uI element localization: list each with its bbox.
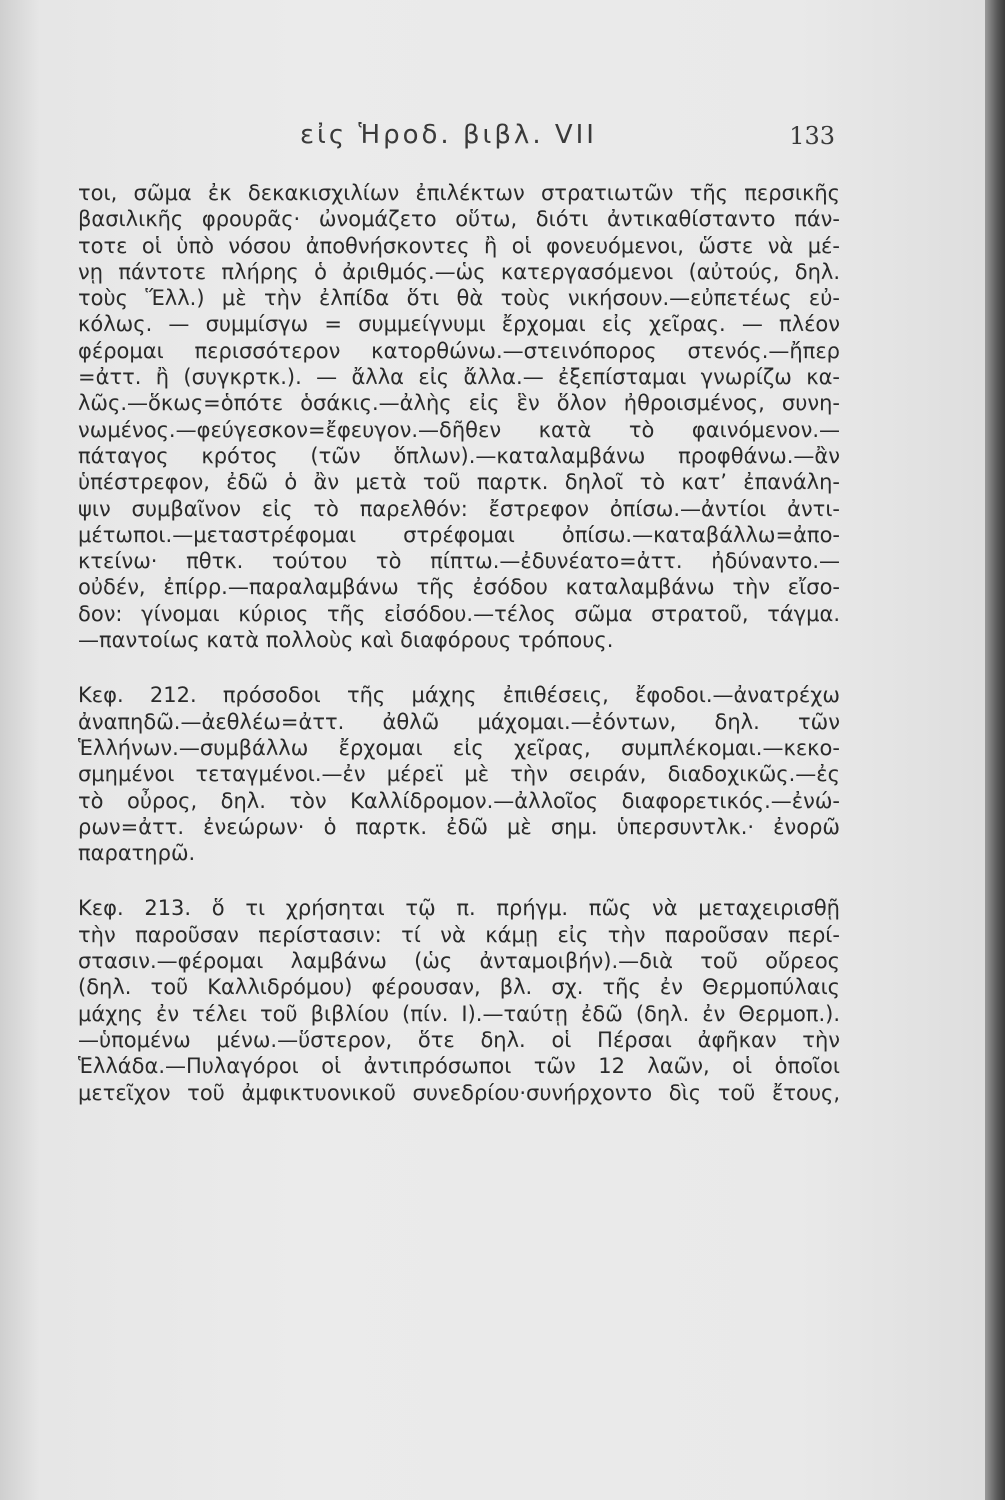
text-line: οὐδέν, ἐπίρρ.—παραλαμβάνω τῆς ἐσόδου καταλαμβάνω τὴν εἴσο-: [78, 575, 840, 600]
text-line: παρατηρῶ.: [78, 841, 196, 866]
paragraph-chapter-212: [78, 682, 840, 866]
text-line: Ἑλλήνων.—συμβάλλω ἔρχομαι εἰς χεῖρας, συμπλέκομαι.—κεκο-: [78, 735, 840, 760]
text-line: βασιλικῆς φρουρᾶς· ὠνομάζετο οὕτω, διότι ἀντικαθίσταντο πάν-: [78, 207, 840, 232]
text-line: σμημένοι τεταγμένοι.—ἐν μέρεϊ μὲ τὴν σειράν, διαδοχικῶς.—ἐς: [78, 762, 840, 787]
text-line: νῃ πάντοτε πλήρης ὁ ἀριθμός.—ὡς κατεργασόμενοι (αὐτούς, δηλ.: [78, 259, 840, 284]
text-line: Κεφ. 212. πρόσοδοι τῆς μάχης ἐπιθέσεις, ἔφοδοι.—ἀνατρέχω: [78, 683, 840, 708]
text-line: —παντοίως κατὰ πολλοὺς καὶ διαφόρους τρόπους.: [78, 628, 614, 653]
text-line: Κεφ. 213. ὅ τι χρήσηται τῷ π. πρήγμ. πῶς νὰ μεταχειρισθῇ: [78, 896, 840, 921]
paragraph-chapter-213: [78, 895, 840, 1105]
text-line: τὸ οὖρος, δηλ. τὸν Καλλίδρομον.—ἀλλοῖος διαφορετικός.—ἐνώ-: [78, 788, 840, 813]
text-line: =ἀττ. ἢ (συγκρτκ.). — ἄλλα εἰς ἄλλα.— ἐξεπίσταμαι γνωρίζω κα-: [78, 365, 840, 390]
text-line: τοι, σῶμα ἐκ δεκακισχιλίων ἐπιλέκτων στρατιωτῶν τῆς περσικῆς: [78, 181, 840, 205]
text-line: ρων=ἀττ. ἐνεώρων· ὁ παρτκ. ἐδῶ μὲ σημ. ὑπερσυντλκ.· ἐνορῶ: [78, 814, 840, 839]
page-number: 133: [789, 122, 835, 150]
text-line: λῶς.—ὅκως=ὁπότε ὁσάκις.—ἀλὴς εἰς ἓν ὅλον ἠθροισμένος, συνη-: [78, 391, 840, 416]
text-line: ὑπέστρεφον, ἐδῶ ὁ ἂν μετὰ τοῦ παρτκ. δηλοῖ τὸ κατ’ ἐπανάλη-: [78, 470, 840, 495]
text-line: κόλως. — συμμίσγω = συμμείγνυμι ἔρχομαι εἰς χεῖρας. — πλέον: [78, 312, 840, 337]
paragraph-commentary-continued: [78, 180, 840, 653]
text-line: ψιν συμβαῖνον εἰς τὸ παρελθόν: ἔστρεφον ὀπίσω.—ἀντίοι ἀντι-: [78, 496, 840, 521]
text-line: στασιν.—φέρομαι λαμβάνω (ὡς ἀνταμοιβήν).—διὰ τοῦ οὔρεος: [78, 949, 840, 974]
text-line: ἀναπηδῶ.—ἀεθλέω=ἀττ. ἀθλῶ μάχομαι.—ἐόντων, δηλ. τῶν: [78, 709, 840, 734]
text-line: μάχης ἐν τέλει τοῦ βιβλίου (πίν. Ι).—ταύτῃ ἐδῶ (δηλ. ἐν Θερμοπ.).: [78, 1001, 840, 1026]
text-line: τοτε οἱ ὑπὸ νόσου ἀποθνήσκοντες ἢ οἱ φονευόμενοι, ὥστε νὰ μέ-: [78, 233, 840, 258]
text-line: —ὑπομένω μένω.—ὕστερον, ὅτε δηλ. οἱ Πέρσαι ἀφῆκαν τὴν: [78, 1027, 840, 1052]
text-line: (δηλ. τοῦ Καλλιδρόμου) φέρουσαν, βλ. σχ. τῆς ἐν Θερμοπύλαις: [78, 975, 840, 1000]
text-line: Ἑλλάδα.—Πυλαγόροι οἱ ἀντιπρόσωποι τῶν 12 λαῶν, οἱ ὁποῖοι: [78, 1054, 840, 1079]
text-line: μετεῖχον τοῦ ἀμφικτυονικοῦ συνεδρίου·συνήρχοντο δὶς τοῦ ἔτους,: [78, 1080, 840, 1105]
text-line: φέρομαι περισσότερον κατορθώνω.—στεινόπορος στενός.—ἤπερ: [78, 338, 840, 363]
text-line: πάταγος κρότος (τῶν ὅπλων).—καταλαμβάνω προφθάνω.—ἂν: [78, 443, 840, 468]
page-edge: [985, 0, 1005, 1500]
text-line: τὴν παροῦσαν περίστασιν: τί νὰ κάμῃ εἰς τὴν παροῦσαν περί-: [78, 922, 840, 947]
text-line: δον: γίνομαι κύριος τῆς εἰσόδου.—τέλος σῶμα στρατοῦ, τάγμα.: [78, 601, 840, 626]
text-line: τοὺς Ἕλλ.) μὲ τὴν ἐλπίδα ὅτι θὰ τοὺς νικήσουν.—εὐπετέως εὐ-: [78, 286, 840, 311]
running-header: [0, 118, 985, 154]
text-line: νωμένος.—φεύγεσκον=ἔφευγον.—δῆθεν κατὰ τὸ φαινόμενον.—: [78, 417, 840, 442]
page-body: [78, 180, 840, 1106]
text-line: κτείνω· πθτκ. τούτου τὸ πίπτω.—ἐδυνέατο=ἀττ. ἠδύναντο.—: [78, 549, 840, 574]
running-title: εἰς Ἡροδ. βιβλ. VII: [300, 120, 597, 150]
text-line: μέτωποι.—μεταστρέφομαι στρέφομαι ὀπίσω.—καταβάλλω=ἀπο-: [78, 522, 840, 547]
